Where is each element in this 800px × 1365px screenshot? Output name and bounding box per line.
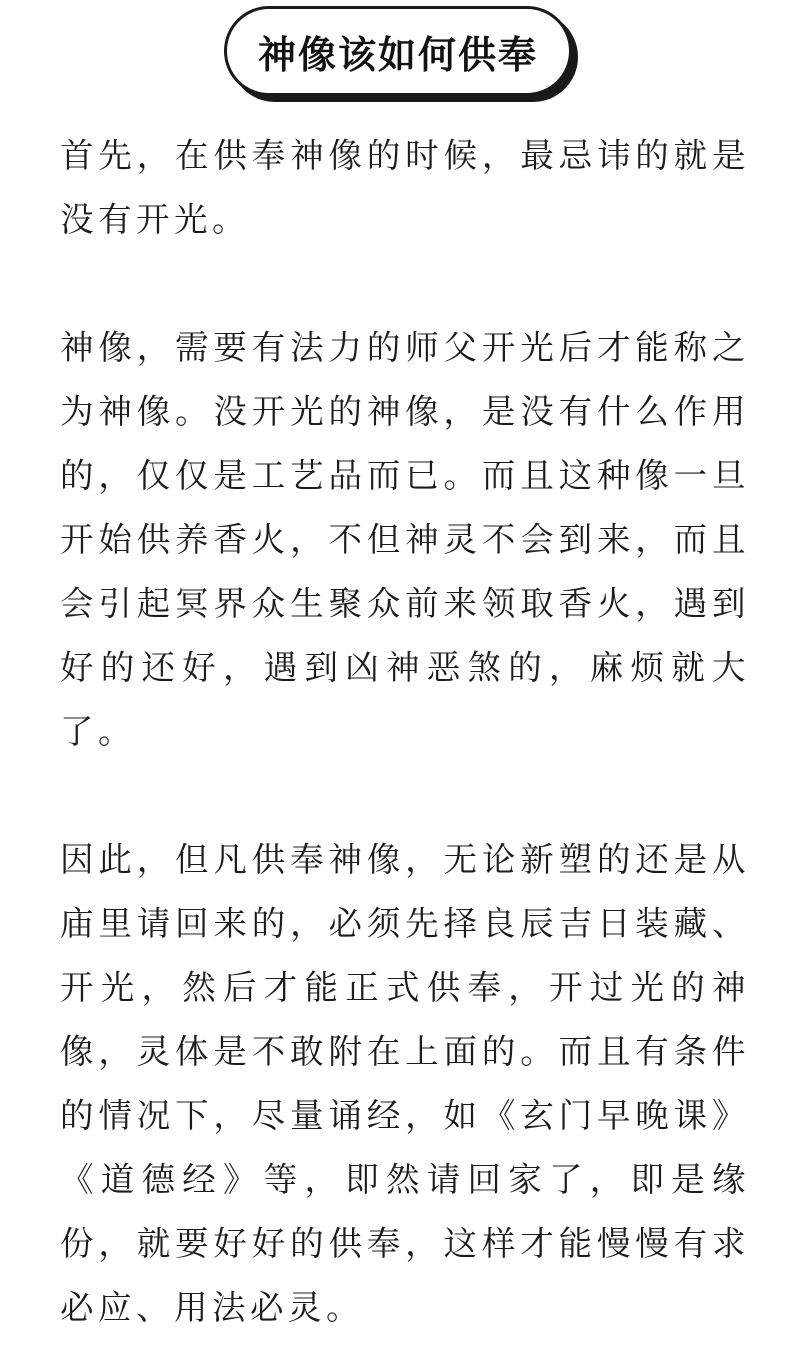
- article-body: [60, 124, 750, 1340]
- paragraph-3: 因此，但凡供奉神像，无论新塑的还是从庙里请回来的，必须先择良辰吉日装藏、开光，然后才能正式供奉，开过光的神像，灵体是不敢附在上面的。而且有条件的情况下，尽量诵经，如《玄门早晚课》《道德经》等，即然请回家了，即是缘份，就要好好的供奉，这样才能慢慢有求必应、用法必灵。: [60, 840, 750, 1327]
- page-title: 神像该如何供奉: [257, 32, 538, 77]
- title-badge: [224, 6, 576, 100]
- title-badge-frame: [224, 6, 572, 96]
- paragraph-1: 首先，在供奉神像的时候，最忌讳的就是没有开光。: [60, 136, 750, 239]
- paragraph-2: 神像，需要有法力的师父开光后才能称之为神像。没开光的神像，是没有什么作用的，仅仅是工艺品而已。而且这种像一旦开始供养香火，不但神灵不会到来，而且会引起冥界众生聚众前来领取香火，遇到好的还好，遇到凶神恶煞的，麻烦就大了。: [60, 328, 750, 751]
